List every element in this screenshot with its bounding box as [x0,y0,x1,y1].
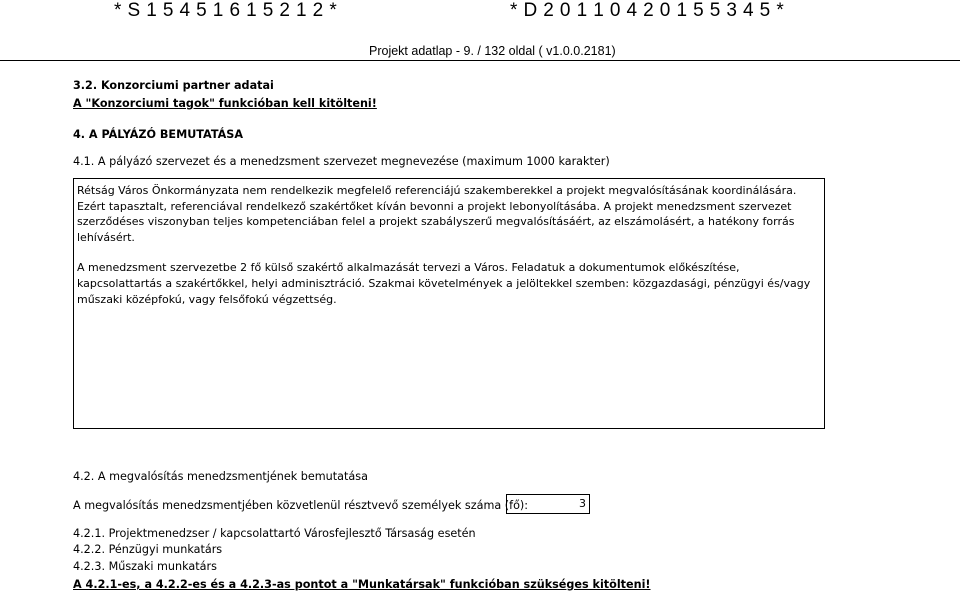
description-paragraph-1: Rétság Város Önkormányzata nem rendelkezik megfelelő referenciájú szakemberekkel a projekt megvalósításának koordinálására. Ezért tapasztalt, referenciával rendelkező szakértőket kíván bevonni a projekt lebonyolításába. A projekt menedzsment szervezet szerződéses viszonyban teljes kompetenciában felel a projekt szabályszerű megvalósításáért, az elszámolásért, a hatékony forrás lehívásért. [77,184,797,244]
item-4-2-3: 4.2.3. Műszaki munkatárs [73,560,217,573]
description-paragraph-2: A menedzsment szervezetbe 2 fő külső szakértő alkalmazását tervezi a Város. Feladatuk a dokumentumok előkészítése, kapcsolattartás a szakértőkkel, helyi adminisztráció. Szakmai követelmények a jelöltekkel szemben: közgazdasági, pénzügyi és/vagy műszaki középfokú, vagy felsőfokú végzettség. [77,261,811,306]
section-3-2-note: A "Konzorciumi tagok" funkcióban kell kitölteni! [73,97,377,110]
section-4-title: 4. A PÁLYÁZÓ BEMUTATÁSA [73,128,243,141]
item-4-2-1: 4.2.1. Projektmenedzser / kapcsolattartó Városfejlesztő Társaság esetén [73,527,476,540]
item-4-2-2: 4.2.2. Pénzügyi munkatárs [73,543,223,556]
page-info: Projekt adatlap - 9. / 132 oldal ( v1.0.0.2181) [369,44,616,58]
barcode-left: * S 1 5 4 5 1 6 1 5 2 1 2 * [114,0,338,21]
section-4-2-heading: 4.2. A megvalósítás menedzsmentjének bemutatása [73,470,368,483]
section-3-2-title: 3.2. Konzorciumi partner adatai [73,79,274,92]
section-4-1-heading: 4.1. A pályázó szervezet és a menedzsment szervezet megnevezése (maximum 1000 karakter) [73,155,610,168]
barcode-right: * D 2 0 1 1 0 4 2 0 1 5 5 3 4 5 * [510,0,785,21]
organization-description-box[interactable] [73,178,825,429]
header-divider [0,60,960,61]
participant-count-label: A megvalósítás menedzsmentjében közvetlenül résztvevő személyek száma (fő): [73,499,529,512]
participant-count-field[interactable]: 3 [506,494,590,514]
staff-function-note: A 4.2.1-es, a 4.2.2-es és a 4.2.3-as pontot a "Munkatársak" funkcióban szükséges kitölteni! [73,578,651,591]
